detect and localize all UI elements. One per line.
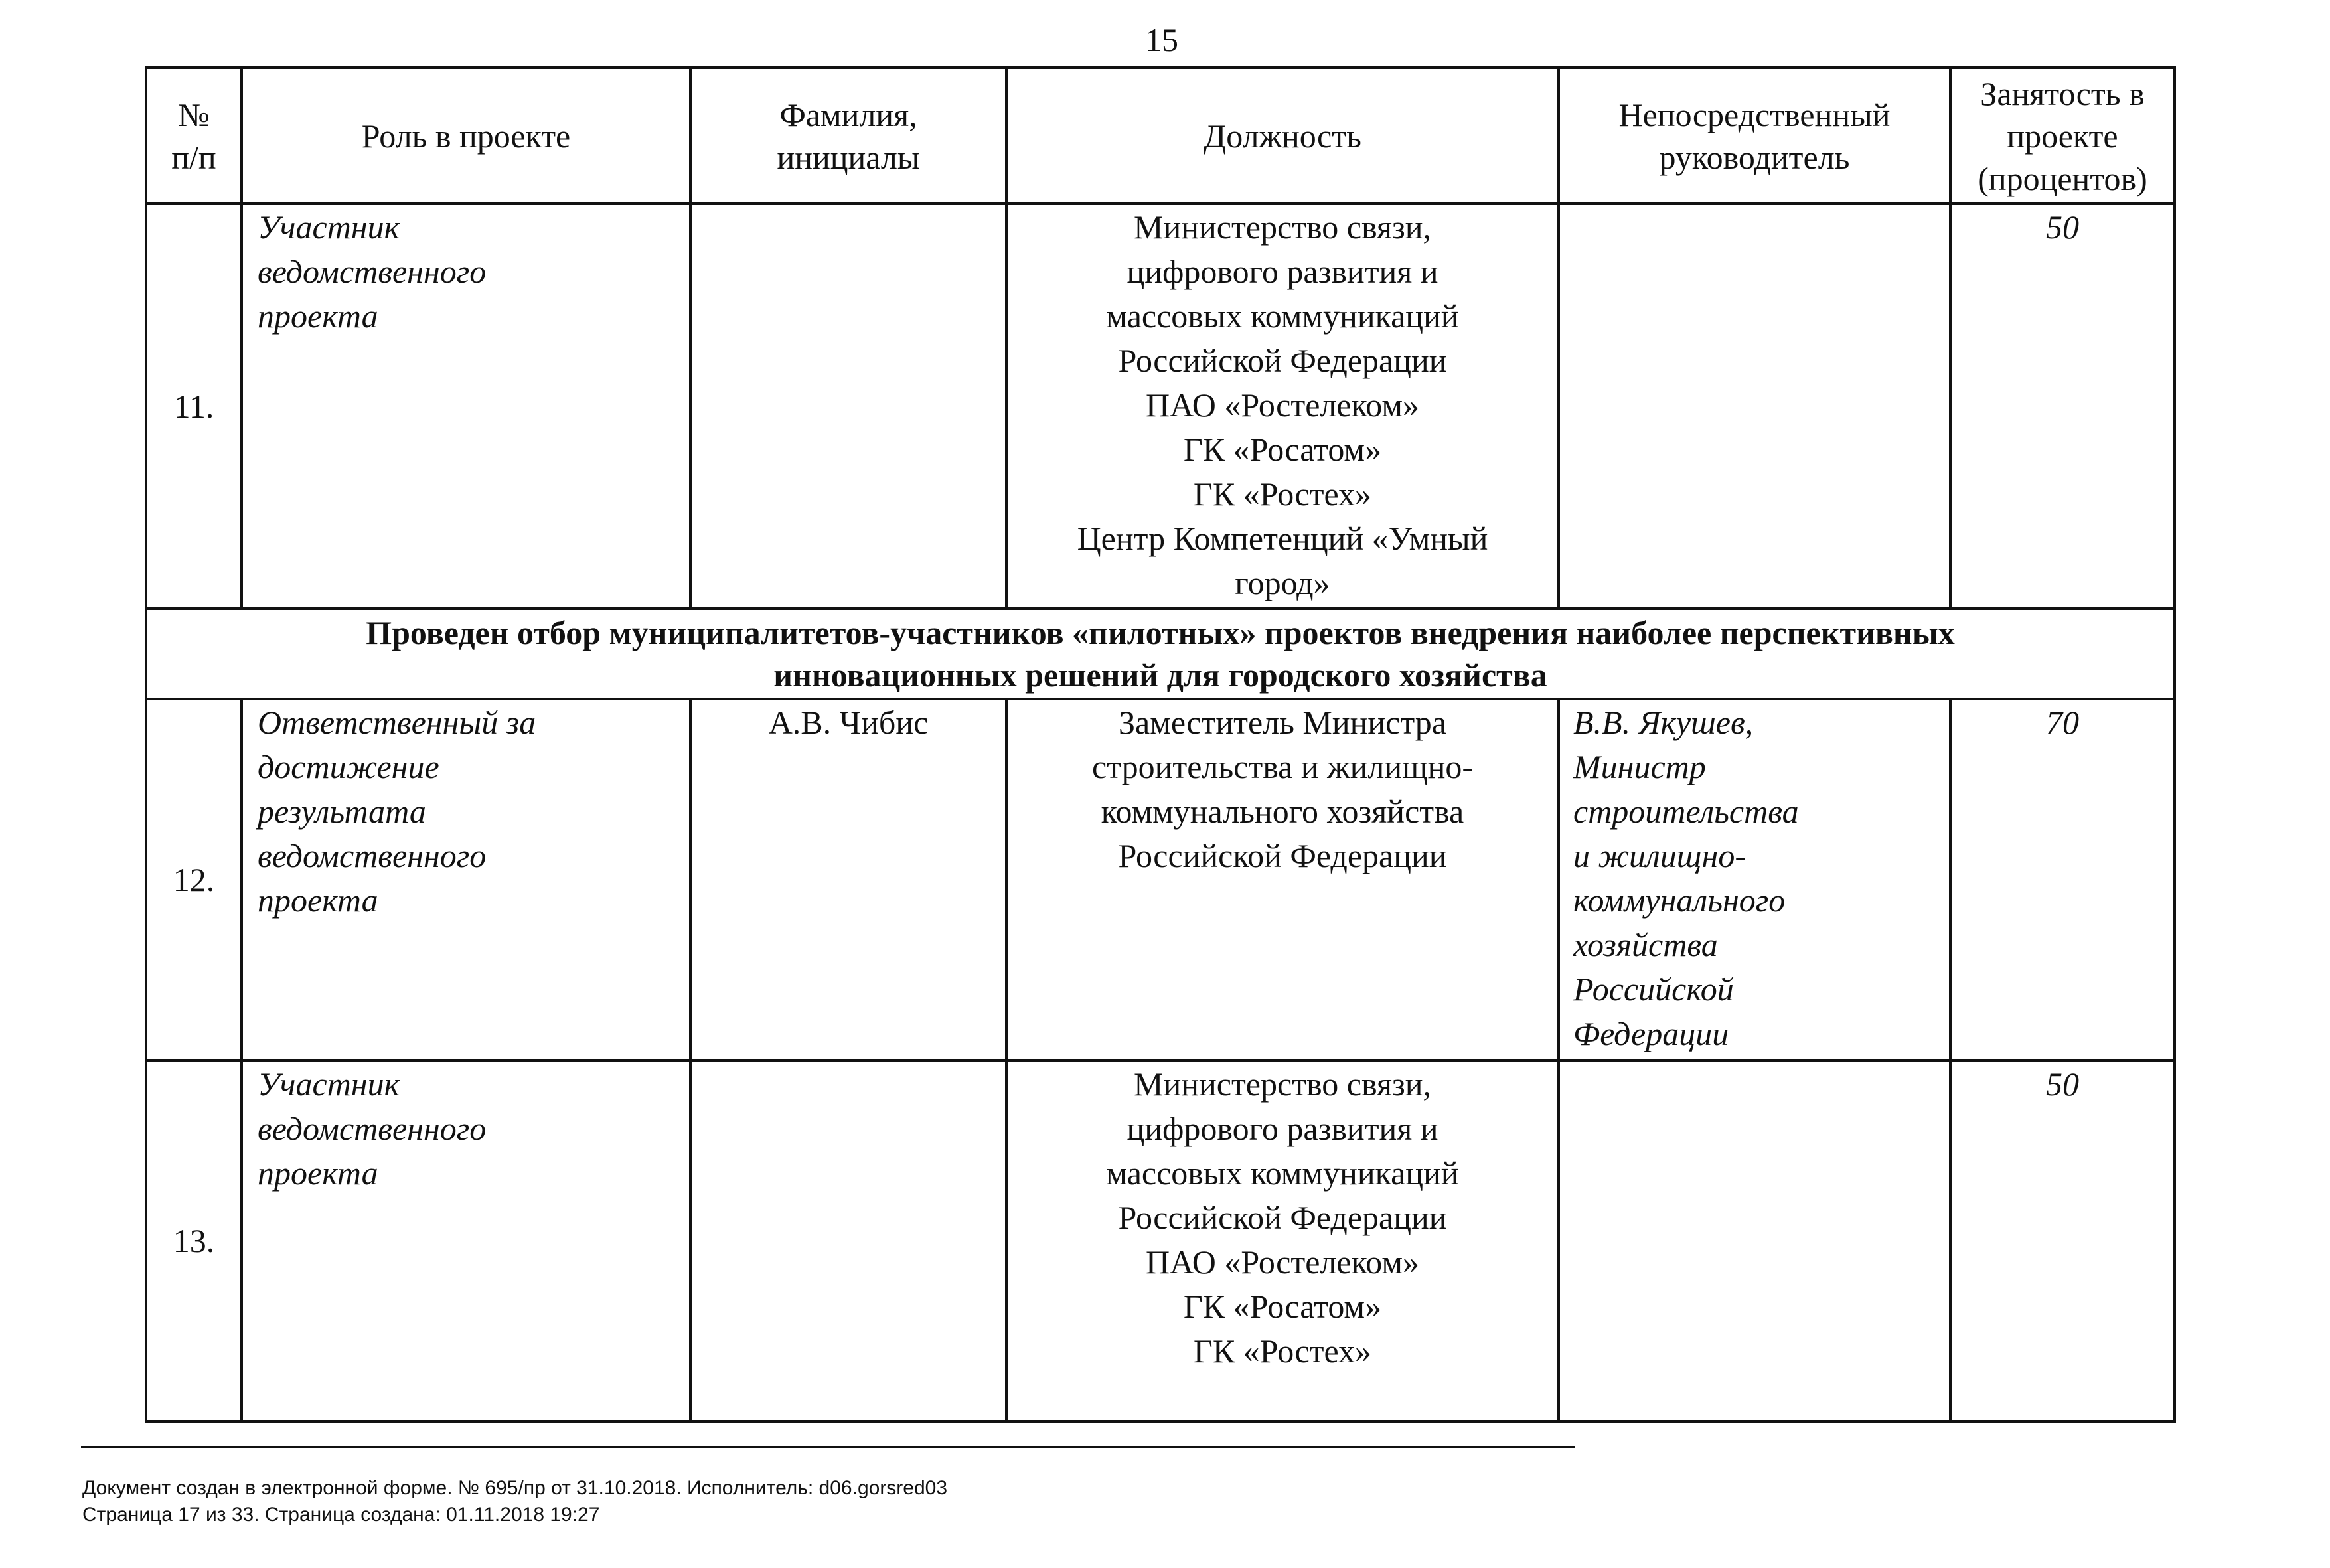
footer-divider: [81, 1446, 1575, 1448]
role-cell: Ответственный за достижение результата ведомственного проекта: [242, 699, 690, 1061]
share-cell: 70: [1950, 699, 2175, 1061]
position-cell: Заместитель Министра строительства и жилищно- коммунального хозяйства Российской Федерации: [1006, 699, 1559, 1061]
position-cell: Министерство связи, цифрового развития и массовых коммуникаций Российской Федерации ПАО «Ростелеком» ГК «Росатом» ГК «Ростех» Центр Компетенций «Умный город»: [1006, 204, 1559, 609]
share-cell: 50: [1950, 204, 2175, 609]
document-footer: [82, 1475, 947, 1528]
header-number: № п/п: [146, 68, 242, 204]
footer-line-page: Страница 17 из 33. Страница создана: 01.11.2018 19:27: [82, 1504, 600, 1526]
name-cell: [690, 204, 1006, 609]
table-row: [146, 1061, 2175, 1421]
table-row: [146, 204, 2175, 609]
name-cell: [690, 1061, 1006, 1421]
header-name: Фамилия, инициалы: [690, 68, 1006, 204]
table-row: [146, 699, 2175, 1061]
header-manager: Непосредственный руководитель: [1559, 68, 1950, 204]
row-number: 11.: [146, 204, 242, 609]
project-roster-table: [145, 66, 2176, 1423]
role-cell: Участник ведомственного проекта: [242, 1061, 690, 1421]
section-heading: Проведен отбор муниципалитетов-участников «пилотных» проектов внедрения наиболее перспективных инновационных решений для городского хозяйства: [146, 609, 2175, 699]
manager-cell: В.В. Якушев, Министр строительства и жилищно- коммунального хозяйства Российской Федерации: [1559, 699, 1950, 1061]
manager-cell: [1559, 204, 1950, 609]
table-header-row: [146, 68, 2175, 204]
header-share: Занятость в проекте (процентов): [1950, 68, 2175, 204]
share-cell: 50: [1950, 1061, 2175, 1421]
name-cell: А.В. Чибис: [690, 699, 1006, 1061]
position-cell: Министерство связи, цифрового развития и массовых коммуникаций Российской Федерации ПАО «Ростелеком» ГК «Росатом» ГК «Ростех»: [1006, 1061, 1559, 1421]
header-role: Роль в проекте: [242, 68, 690, 204]
section-heading-row: [146, 609, 2175, 699]
header-position: Должность: [1006, 68, 1559, 204]
row-number: 13.: [146, 1061, 242, 1421]
manager-cell: [1559, 1061, 1950, 1421]
role-cell: Участник ведомственного проекта: [242, 204, 690, 609]
footer-line-document: Документ создан в электронной форме. № 695/пр от 31.10.2018. Исполнитель: d06.gorsred03: [82, 1477, 948, 1499]
page-number: 15: [1145, 21, 1178, 58]
row-number: 12.: [146, 699, 242, 1061]
